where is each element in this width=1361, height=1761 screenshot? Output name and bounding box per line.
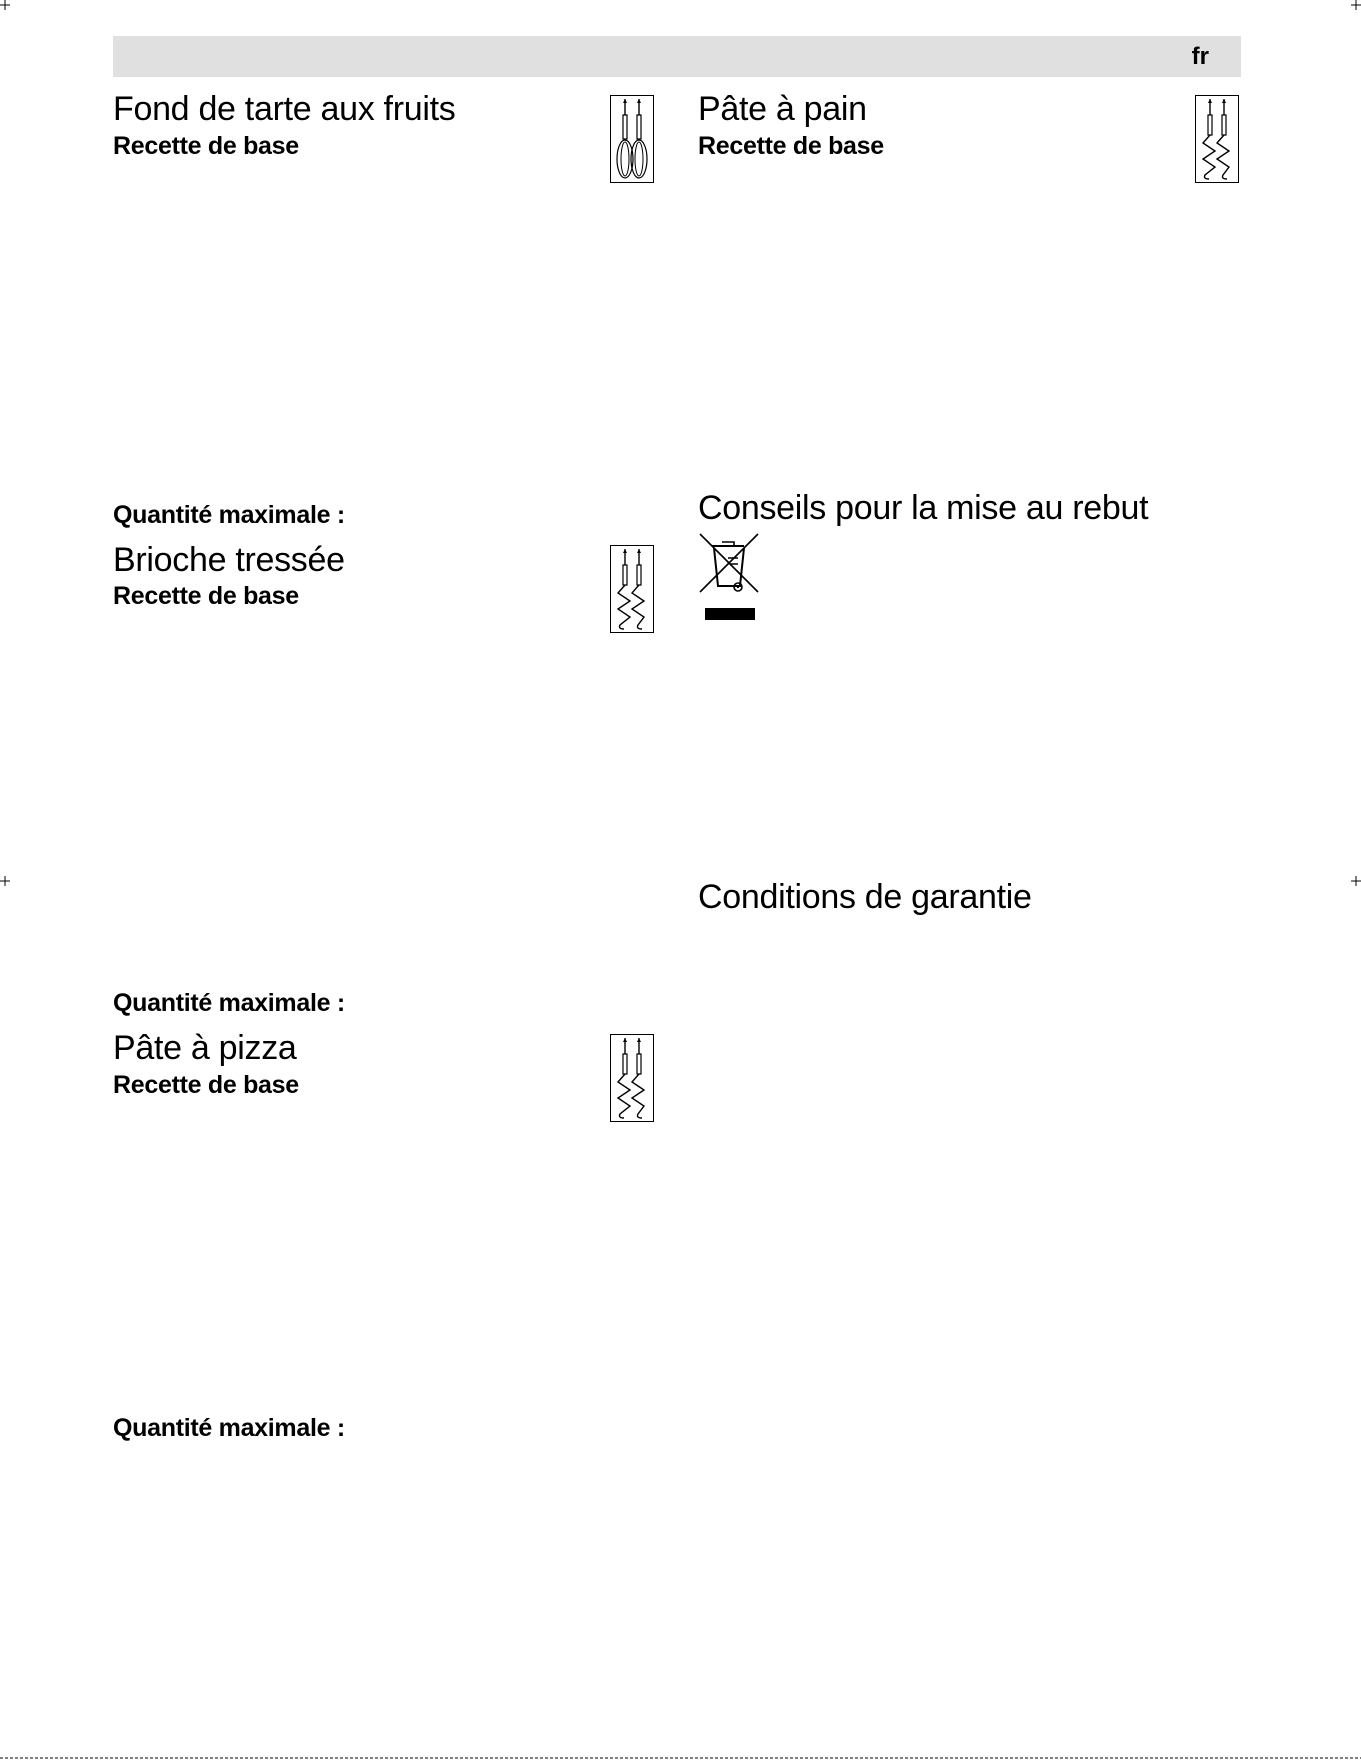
crop-mark-mid-right bbox=[1351, 876, 1361, 886]
section-subtitle-pizza: Recette de base bbox=[113, 1071, 299, 1099]
section-title-pizza: Pâte à pizza bbox=[113, 1029, 297, 1067]
trim-line bbox=[0, 1756, 1361, 1760]
section-title-garantie: Conditions de garantie bbox=[698, 878, 1032, 916]
max-quantity-label: Quantité maximale : bbox=[113, 501, 345, 529]
crop-mark-top-right bbox=[1351, 0, 1361, 10]
max-quantity-label: Quantité maximale : bbox=[113, 1414, 345, 1442]
kneading-hook-icon bbox=[610, 545, 654, 633]
crossed-out-wheelie-bin-icon bbox=[698, 532, 760, 624]
section-subtitle-brioche: Recette de base bbox=[113, 582, 299, 610]
section-title-fond-de-tarte: Fond de tarte aux fruits bbox=[113, 90, 456, 128]
crop-mark-mid-left bbox=[0, 876, 10, 886]
kneading-hook-icon bbox=[1195, 95, 1239, 183]
kneading-hook-icon bbox=[610, 1034, 654, 1122]
language-code: fr bbox=[1191, 43, 1209, 70]
max-quantity-label: Quantité maximale : bbox=[113, 989, 345, 1017]
crop-mark-top-left bbox=[0, 0, 10, 10]
section-subtitle-pate-a-pain: Recette de base bbox=[698, 132, 884, 160]
section-subtitle-fond-de-tarte: Recette de base bbox=[113, 132, 299, 160]
section-title-mise-au-rebut: Conseils pour la mise au rebut bbox=[698, 489, 1149, 527]
section-title-pate-a-pain: Pâte à pain bbox=[698, 90, 867, 128]
header-bar bbox=[113, 36, 1241, 77]
whisk-icon bbox=[610, 95, 654, 183]
section-title-brioche: Brioche tressée bbox=[113, 541, 345, 579]
